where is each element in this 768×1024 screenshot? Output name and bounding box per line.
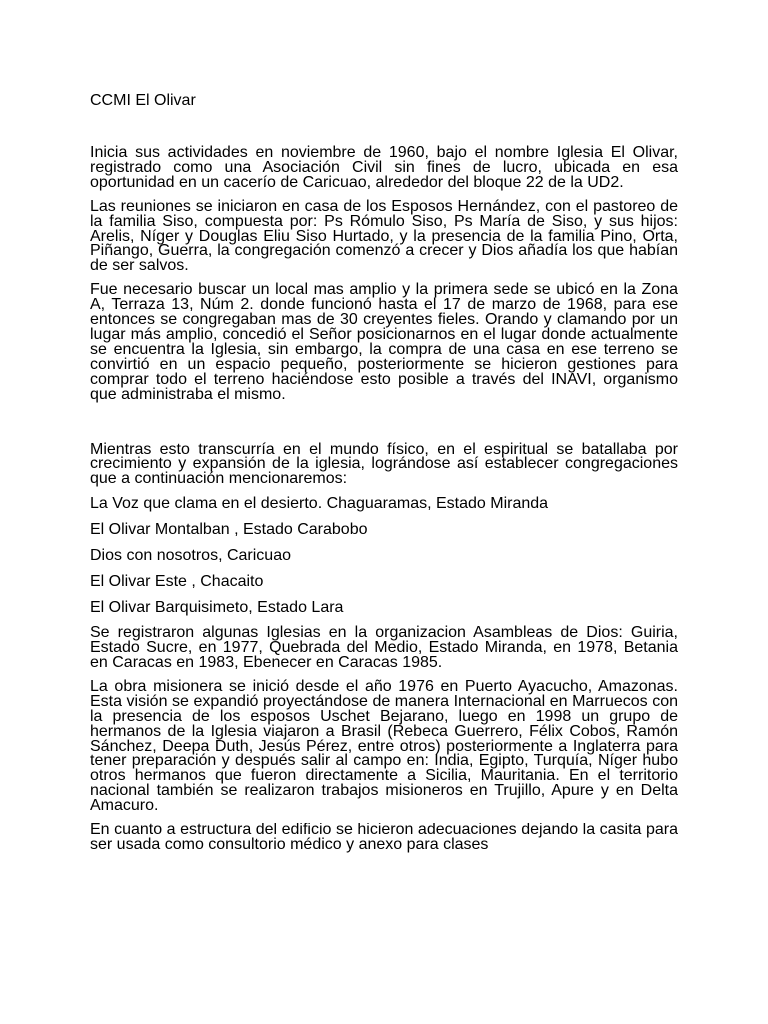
paragraph-missionary-work: La obra misionera se inició desde el año 1976 en Puerto Ayacucho, Amazonas. Esta visión se expandió proyectándose de manera Internacional en Marruecos con la presencia de los esposos Uschet Bejarano, luego en 1998 un grupo de hermanos de la Iglesia viajaron a Brasil (Rebeca Guerrero, Félix Cobos, Ramón Sánchez, Deepa Duth, Jesús Pérez, entre otros) posteriormente a Inglaterra para tener preparación y después salir al campo en: India, Egipto, Turquía, Níger hubo otros hermanos que fueron directamente a Sicilia, Mauritania. En el territorio nacional también se realizaron trabajos misioneros en Trujillo, Apure y en Delta Amacuro. <box>90 677 678 815</box>
congregation-item: El Olivar Barquisimeto, Estado Lara <box>90 599 344 617</box>
congregation-item: El Olivar Montalban , Estado Carabobo <box>90 521 368 539</box>
paragraph-expansion: Mientras esto transcurría en el mundo físico, en el espiritual se batallaba por crecimiento y expansión de la iglesia, lográndose así establecer congregaciones que a continuación mencionaremos: <box>90 440 678 488</box>
paragraph-building: En cuanto a estructura del edificio se hicieron adecuaciones dejando la casita para ser usada como consultorio médico y anexo para clases <box>90 823 678 853</box>
document-body <box>90 146 678 862</box>
document-title: CCMI El Olivar <box>90 92 196 109</box>
congregation-item: La Voz que clama en el desierto. Chaguaramas, Estado Miranda <box>90 495 549 513</box>
paragraph-meetings: Las reuniones se iniciaron en casa de los Esposos Hernández, con el pastoreo de la familia Siso, compuesta por: Ps Rómulo Siso, Ps María de Siso, y sus hijos: Arelis, Níger y Douglas Eliu Siso Hurtado, y la presencia de la familia Pino, Orta, Piñango, Guerra, la congregación comenzó a crecer y Dios añadía los que habían de ser salvos. <box>90 197 678 275</box>
congregation-item: El Olivar Este , Chacaito <box>90 573 264 591</box>
paragraph-founding: Inicia sus actividades en noviembre de 1960, bajo el nombre Iglesia El Olivar, registrado como una Asociación Civil sin fines de lucro, ubicada en esa oportunidad en un cacerío de Caricuao, alrededor del bloque 22 de la UD2. <box>90 144 678 191</box>
paragraph-first-site: Fue necesario buscar un local mas amplio y la primera sede se ubicó en la Zona A, Terraza 13, Núm 2. donde funcionó hasta el 17 de marzo de 1968, para ese entonces se congregaban mas de 30 creyentes fieles. Orando y clamando por un lugar más amplio, concedió el Señor posicionarnos en el lugar donde actualmente se encuentra la Iglesia, sin embargo, la compra de una casa en ese terreno se convirtió en un espacio pequeño, posteriormente se hicieron gestiones para comprar todo el terreno haciéndose esto posible a través del INAVI, organismo que administraba el mismo. <box>90 281 678 403</box>
congregation-item: Dios con nosotros, Caricuao <box>90 547 291 565</box>
paragraph-registered-churches: Se registraron algunas Iglesias en la organizacion Asambleas de Dios: Guiria, Estado Sucre, en 1977, Quebrada del Medio, Estado Miranda, en 1978, Betania en Caracas en 1983, Ebenecer en Caracas 1985. <box>90 624 678 672</box>
